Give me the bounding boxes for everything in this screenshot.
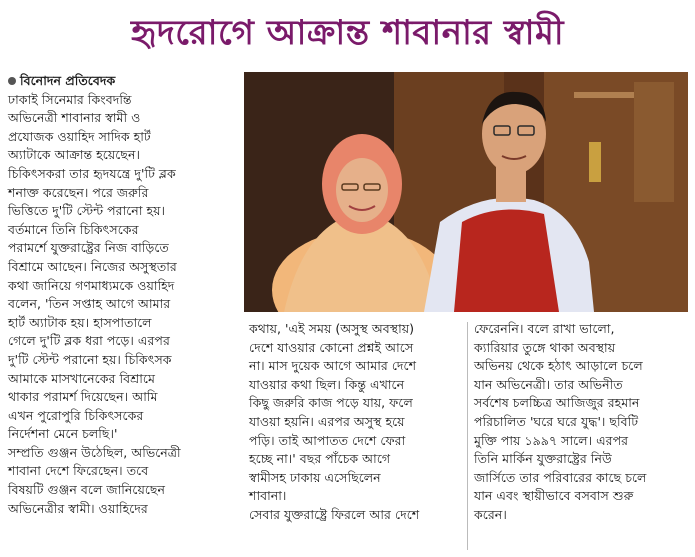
article-line: যাওয়া হয়নি। এরপর অসুস্থ হয়ে — [249, 413, 405, 429]
article-line: চিকিৎসকরা তার হৃদযন্ত্রে দু'টি ব্লক — [8, 165, 176, 181]
byline-text: বিনোদন প্রতিবেদক — [20, 73, 116, 88]
article-line: বর্তমানে তিনি চিকিৎসকের — [8, 221, 139, 237]
article-line: পড়ি। তাই আপাতত দেশে ফেরা — [249, 432, 406, 448]
article-line: বিশ্রামে আছেন। নিজের অসুস্থতার — [8, 258, 177, 274]
article-line: সেবার যুক্তরাষ্ট্রে ফিরলে আর দেশে — [249, 506, 420, 522]
headline: হৃদরোগে আক্রান্ত শাবানার স্বামী — [130, 12, 565, 53]
article-line: থাকার পরামর্শ দিয়েছেন। আমি — [8, 389, 158, 405]
article-line: শাবানা দেশে ফিরেছেন। তবে — [8, 463, 149, 479]
bullet-icon — [8, 77, 16, 85]
article-photo — [244, 72, 688, 312]
article-line: ফেরেননি। বলে রাখা ভালো, — [474, 321, 615, 336]
article-line: গেলে দু'টি ব্লক ধরা পড়ে। এরপর — [8, 333, 170, 349]
article-line: ভিত্তিতে দু'টি স্টেন্ট পরানো হয়। — [8, 203, 166, 219]
couple-photo-illustration — [244, 72, 688, 312]
article-column-3 — [474, 320, 689, 525]
article-line: স্বামীসহ ঢাকায় এসেছিলেন — [249, 469, 381, 485]
article-line: পরিচালিত 'ঘরে ঘরে যুদ্ধ'। ছবিটি — [474, 413, 639, 429]
article-line: শনাক্ত করেছেন। পরে জরুরি — [8, 184, 149, 200]
article-line: কথা জানিয়ে গণমাধ্যমকে ওয়াহিদ — [8, 277, 175, 293]
article-line: ঢাকাই সিনেমার কিংবদন্তি — [8, 91, 132, 107]
article-line: সর্বশেষ চলচ্চিত্র আজিজুর রহমান — [474, 395, 640, 411]
article-line: যাওয়ার কথা ছিল। কিন্তু এখানে — [249, 376, 405, 392]
article-line: যান অভিনেত্রী। তার অভিনীত — [474, 376, 623, 392]
article-column-2 — [249, 320, 464, 525]
article-line: দেশে যাওয়ার কোনো প্রশ্নই আসে — [249, 339, 414, 355]
article-line: করেন। — [474, 506, 507, 522]
article-line: হার্ট অ্যাটাক হয়। হাসপাতালে — [8, 314, 152, 330]
column-divider — [467, 322, 468, 550]
article-line: ক্যারিয়ার তুঙ্গে থাকা অবস্থায় — [474, 339, 616, 355]
article-line: কথায়, 'এই সময় (অসুস্থ অবস্থায়) — [249, 321, 415, 336]
article-line: আমাকে মাসখানেকের বিশ্রামে — [8, 370, 155, 386]
article-line: শাবানা। — [249, 488, 287, 504]
article-line: এখন পুরোপুরি চিকিৎসকের — [8, 407, 144, 423]
article-line: তিনি মার্কিন যুক্তরাষ্ট্রের নিউ — [474, 451, 612, 467]
article-line: কিছু জরুরি কাজ পড়ে যায়, ফলে — [249, 395, 413, 411]
article-line: অভিনয় থেকে হঠাৎ আড়ালে চলে — [474, 358, 643, 374]
article-line: প্রযোজক ওয়াহিদ সাদিক হার্ট — [8, 128, 151, 144]
article-line: যান এবং স্থায়ীভাবে বসবাস শুরু — [474, 488, 634, 504]
article-line: অভিনেত্রী শাবানার স্বামী ও — [8, 110, 141, 126]
byline — [8, 72, 240, 91]
article-line: হচ্ছে না।' বছর পাঁচেক আগে — [249, 451, 391, 467]
article-line: পরামর্শে যুক্তরাষ্ট্রের নিজ বাড়িতে — [8, 240, 169, 256]
article-line: জার্সিতে তার পরিবারের কাছে চলে — [474, 469, 647, 485]
article-line: সম্প্রতি গুঞ্জন উঠেছিল, অভিনেত্রী — [8, 444, 181, 460]
article-line: বিষয়টি গুঞ্জন বলে জানিয়েছেন — [8, 482, 166, 498]
article-line: অভিনেত্রীর স্বামী। ওয়াহিদের — [8, 500, 148, 516]
article-line: অ্যাটাকে আক্রান্ত হয়েছেন। — [8, 147, 140, 163]
article-line: নির্দেশনা মেনে চলছি।' — [8, 426, 118, 442]
article-column-1 — [8, 72, 240, 518]
article-line: দু'টি স্টেন্ট পরানো হয়। চিকিৎসক — [8, 351, 172, 367]
article-line: মুক্তি পায় ১৯৯৭ সালে। এরপর — [474, 432, 629, 448]
article-line: বলেন, 'তিন সপ্তাহ আগে আমার — [8, 296, 171, 312]
article-line: না। মাস দুয়েক আগে আমার দেশে — [249, 358, 417, 374]
